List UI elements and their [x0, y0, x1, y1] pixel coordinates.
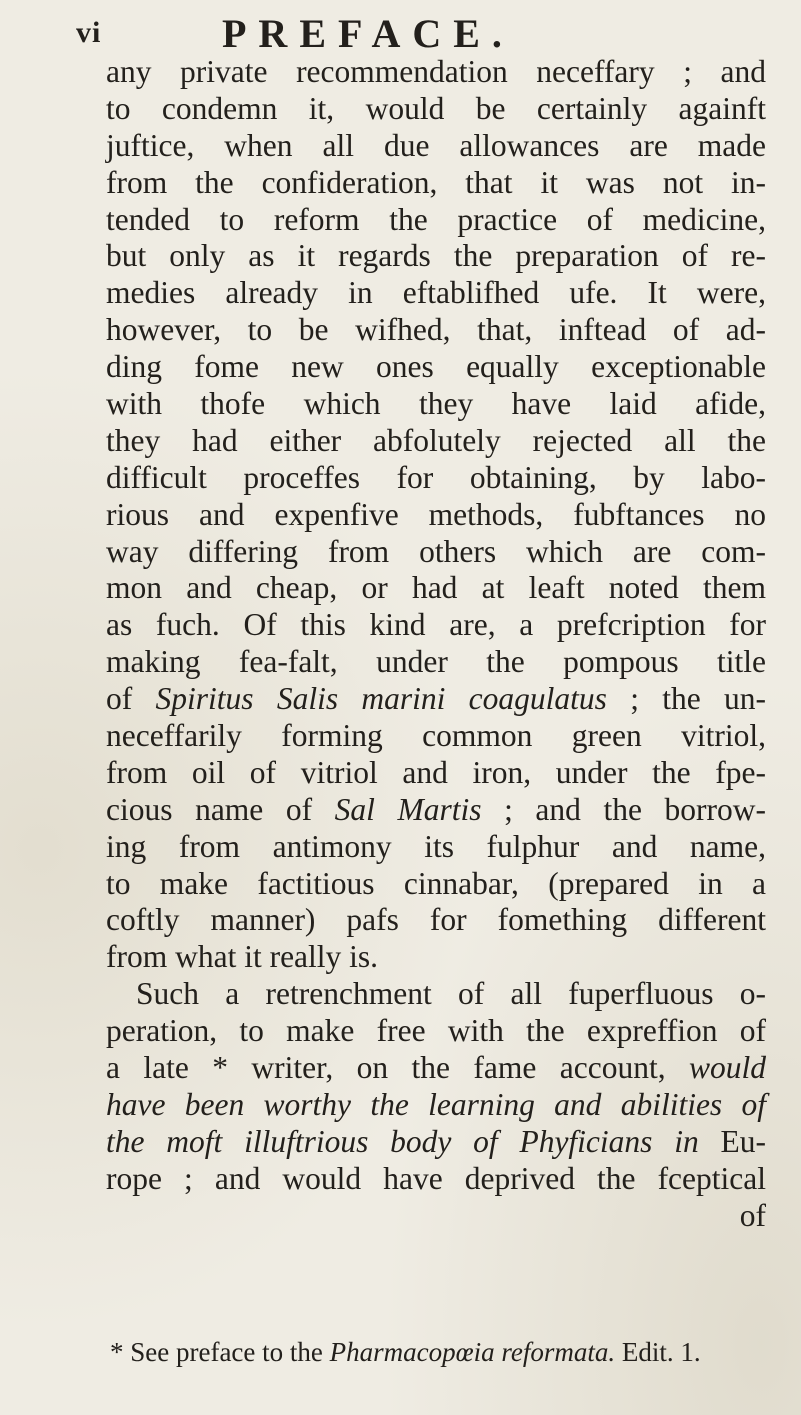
- line-text: juftice, when all due allowances are made: [106, 127, 766, 163]
- line-italic-text: Spiritus Salis marini coagulatus: [155, 681, 607, 717]
- line-text: ing from antimony its fulphur and name,: [106, 828, 766, 864]
- line-text: of: [739, 1197, 766, 1233]
- line-text: to condemn it, would be certainly againft: [106, 90, 766, 126]
- line-italic-text: have been worthy the learning and abilities of: [106, 1086, 766, 1122]
- line-text: but only as it regards the preparation of re-: [106, 238, 766, 274]
- text-line: [106, 829, 766, 866]
- line-text: way differing from others which are com-: [106, 533, 766, 569]
- line-text: rious and expenfive methods, fubftances no: [106, 496, 766, 532]
- text-line: [106, 1161, 766, 1198]
- line-text: however, to be wifhed, that, inftead of ad-: [106, 312, 766, 348]
- body-text: [106, 54, 766, 1235]
- text-line: [106, 534, 766, 571]
- text-line: [106, 681, 766, 718]
- text-line: [106, 755, 766, 792]
- line-text: rope ; and would have deprived the fceptical: [106, 1160, 766, 1196]
- text-line: [106, 1050, 766, 1087]
- text-line: [106, 866, 766, 903]
- text-line: [106, 939, 766, 976]
- line-text: from the confideration, that it was not in-: [106, 164, 766, 200]
- line-text: neceffarily forming common green vitriol,: [106, 718, 766, 754]
- footnote-italic: Pharmacopœia reformata.: [329, 1337, 616, 1367]
- footnote-pre: * See preface to the: [110, 1337, 330, 1367]
- line-text: any private recommendation neceffary ; and: [106, 54, 766, 89]
- text-line: [106, 238, 766, 275]
- text-line: [106, 1087, 766, 1124]
- line-text: medies already in eftablifhed ufe. It were,: [106, 275, 766, 311]
- line-text: difficult proceffes for obtaining, by labo-: [106, 459, 766, 495]
- line-text: Eu-: [698, 1123, 766, 1159]
- line-italic-text: would: [688, 1050, 766, 1086]
- line-italic-text: the moft illuftrious body of Phyficians in: [106, 1123, 699, 1159]
- line-text: tended to reform the practice of medicine,: [106, 201, 766, 237]
- text-line: [106, 1198, 766, 1235]
- text-line: [106, 423, 766, 460]
- footnote-post: Edit. 1.: [615, 1337, 701, 1367]
- text-line: [106, 976, 766, 1013]
- text-line: [106, 91, 766, 128]
- line-text: cious name of: [106, 791, 335, 827]
- line-text: from oil of vitriol and iron, under the fpe-: [106, 754, 766, 790]
- text-line: [106, 165, 766, 202]
- line-text: peration, to make free with the expreffion of: [106, 1013, 766, 1049]
- line-text: ; the un-: [606, 681, 766, 717]
- line-text: they had either abfolutely rejected all the: [106, 422, 766, 458]
- text-line: [106, 902, 766, 939]
- text-line: [106, 1013, 766, 1050]
- footnote: [110, 1335, 770, 1369]
- line-text: a late * writer, on the fame account,: [106, 1050, 689, 1086]
- line-text: ; and the borrow-: [481, 791, 766, 827]
- line-text: as fuch. Of this kind are, a prefcription for: [106, 607, 766, 643]
- line-text: making fea-falt, under the pompous title: [106, 644, 766, 680]
- text-line: [106, 312, 766, 349]
- text-line: [106, 460, 766, 497]
- line-text: of: [106, 681, 156, 717]
- line-text: with thofe which they have laid afide,: [106, 386, 766, 422]
- line-text: mon and cheap, or had at leaft noted them: [106, 570, 766, 606]
- text-line: [106, 570, 766, 607]
- text-line: [106, 386, 766, 423]
- page-header: [72, 6, 772, 56]
- text-line: [106, 792, 766, 829]
- line-text: coftly manner) pafs for fomething different: [106, 902, 766, 938]
- line-text: to make factitious cinnabar, (prepared in a: [106, 865, 766, 901]
- line-text: from what it really is.: [106, 939, 379, 975]
- text-line: [106, 128, 766, 165]
- text-line: [106, 349, 766, 386]
- line-text: ding fome new ones equally exceptionable: [106, 349, 766, 385]
- text-line: [106, 607, 766, 644]
- line-italic-text: Sal Martis: [334, 791, 482, 827]
- line-text: Such a retrenchment of all fuperfluous o-: [136, 976, 766, 1012]
- running-head: PREFACE.: [222, 11, 514, 56]
- text-line: [106, 644, 766, 681]
- text-line: [106, 202, 766, 239]
- text-line: [106, 54, 766, 91]
- page-number: vi: [76, 16, 102, 49]
- text-line: [106, 275, 766, 312]
- text-line: [106, 497, 766, 534]
- text-line: [106, 718, 766, 755]
- text-line: [106, 1124, 766, 1161]
